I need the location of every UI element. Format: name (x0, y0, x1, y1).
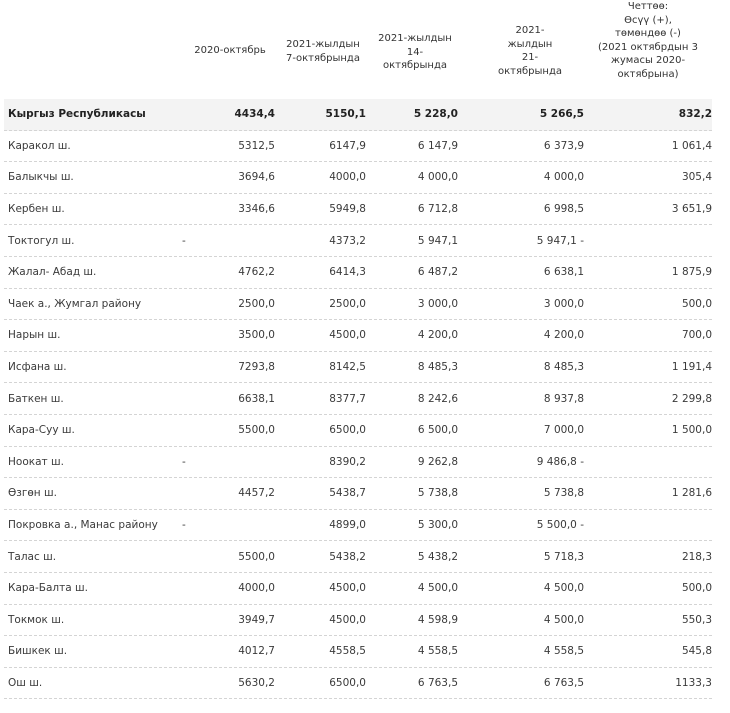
deviation-value (584, 225, 712, 256)
table-row (4, 541, 712, 573)
table-row (4, 289, 712, 321)
oct14-value: 5 738,8 (417, 487, 458, 500)
table-row (4, 605, 712, 637)
table-row (4, 131, 712, 163)
region-name: Кербен ш. (8, 203, 65, 216)
oct7-value: 5438,2 (329, 550, 366, 563)
oct14-value: 8 485,3 (417, 361, 458, 374)
oct2020-value: 5312,5 (238, 139, 275, 152)
deviation-value: 3 651,9 (671, 203, 712, 216)
region-name: Нарын ш. (8, 329, 61, 342)
header-line: 14- (406, 46, 424, 58)
header-line: 2021- (515, 25, 545, 36)
oct14-value: 5 947,1 (417, 234, 458, 247)
oct2020-value: 5630,2 (238, 677, 275, 690)
oct2020-value: 5500,0 (238, 424, 275, 437)
oct21-value: 3 000,0 (543, 297, 584, 310)
oct21-value: 4 558,5 (543, 645, 584, 658)
region-name: Жалал- Абад ш. (8, 266, 97, 279)
deviation-value: 1133,3 (675, 677, 712, 690)
region-name: Өзгөн ш. (8, 487, 57, 500)
header-line: 2021-жылдын (286, 39, 360, 50)
deviation-value: 700,0 (681, 329, 712, 342)
deviation-value: 545,8 (681, 645, 712, 658)
oct14-value: 4 000,0 (417, 171, 458, 184)
region-name: Каракол ш. (8, 139, 71, 152)
oct7-value: 4500,0 (329, 613, 366, 626)
oct21-value: 5 718,3 (543, 550, 584, 563)
deviation-value: 550,3 (681, 613, 712, 626)
oct7-value: 6500,0 (329, 424, 366, 437)
oct2020-value: 3949,7 (238, 613, 275, 626)
deviation-value: 305,4 (681, 171, 712, 184)
oct21-value: 8 937,8 (543, 392, 584, 405)
oct14-value: 6 147,9 (417, 139, 458, 152)
oct14-value: 4 500,0 (417, 582, 458, 595)
header-line: 2020-октябрь (194, 45, 266, 56)
oct14-value: 4 558,5 (417, 645, 458, 658)
oct14-value: 6 487,2 (417, 266, 458, 279)
header-line: 2021-жылдын (378, 33, 452, 44)
table-row (4, 573, 712, 605)
oct7-value: 4500,0 (329, 582, 366, 595)
oct2020-value: 3500,0 (238, 329, 275, 342)
oct14-value: 5 228,0 (413, 108, 458, 121)
oct2020-value: 3694,6 (238, 171, 275, 184)
oct2020-dash: - (182, 234, 186, 247)
oct7-value: 6147,9 (329, 139, 366, 152)
oct21-value: 6 763,5 (543, 677, 584, 690)
table-row (4, 257, 712, 289)
region-name: Кыргыз Республикасы (8, 108, 146, 121)
region-name: Кара-Балта ш. (8, 582, 88, 595)
oct21-value: 6 638,1 (543, 266, 584, 279)
region-name: Исфана ш. (8, 361, 67, 374)
oct2020-value: 6638,1 (238, 392, 275, 405)
table-row (4, 225, 712, 257)
table-row (4, 510, 712, 542)
table-row (4, 668, 712, 700)
deviation-value: 1 281,6 (671, 487, 712, 500)
oct7-value: 5150,1 (325, 108, 366, 121)
oct2020-value: 4762,2 (238, 266, 275, 279)
table-row (4, 162, 712, 194)
table-row (4, 194, 712, 226)
table-row (4, 352, 712, 384)
deviation-value: 1 875,9 (671, 266, 712, 279)
oct7-value: 8142,5 (329, 361, 366, 374)
oct2020-value: 4434,4 (234, 108, 275, 121)
region-name: Балыкчы ш. (8, 171, 74, 184)
oct21-value: 8 485,3 (543, 361, 584, 374)
header-line: 21- (521, 52, 539, 63)
header-line: төмөндөө (-) (615, 28, 681, 39)
table-row (4, 99, 712, 131)
oct7-value: 6414,3 (329, 266, 366, 279)
deviation-value: 1 191,4 (671, 361, 712, 374)
header-oct2020 (183, 44, 277, 58)
oct2020-dash: - (182, 455, 186, 468)
oct14-value: 4 598,9 (417, 613, 458, 626)
oct7-value: 4899,0 (329, 519, 366, 532)
oct14-value: 8 242,6 (417, 392, 458, 405)
oct2020-dash: - (182, 519, 186, 532)
oct21-value: 4 000,0 (543, 171, 584, 184)
oct21-value: 5 266,5 (539, 108, 584, 121)
header-oct21 (478, 24, 582, 78)
oct14-value: 6 763,5 (417, 677, 458, 690)
oct7-value: 4500,0 (329, 329, 366, 342)
oct14-value: 3 000,0 (417, 297, 458, 310)
header-line: октябрында (498, 65, 562, 77)
oct21-value: 4 200,0 (543, 329, 584, 342)
header-line: (2021 октябрдын 3 (598, 41, 698, 53)
oct14-value: 9 262,8 (417, 455, 458, 468)
oct2020-value: 2500,0 (238, 297, 275, 310)
oct21-value: 5 500,0 - (536, 519, 584, 532)
region-name: Баткен ш. (8, 392, 64, 405)
deviation-value: 218,3 (681, 550, 712, 563)
oct21-value: 4 500,0 (543, 582, 584, 595)
oct21-value: 4 500,0 (543, 613, 584, 626)
table-row (4, 478, 712, 510)
deviation-value: 500,0 (681, 297, 712, 310)
header-line: Өсүү (+), (624, 14, 672, 26)
oct2020-value: 3346,6 (238, 203, 275, 216)
region-name: Чаек а., Жумгал району (8, 297, 142, 310)
header-line: жылдын (507, 38, 553, 50)
oct14-value: 6 712,8 (417, 203, 458, 216)
deviation-value: 1 061,4 (671, 139, 712, 152)
table-row (4, 636, 712, 668)
region-name: Покровка а., Манас району (8, 519, 158, 532)
header-line: октябрына) (617, 68, 679, 80)
header-line: Четтөө: (627, 1, 669, 12)
table-row (4, 447, 712, 479)
oct7-value: 8390,2 (329, 455, 366, 468)
deviation-value (584, 510, 712, 541)
oct7-value: 6500,0 (329, 677, 366, 690)
deviation-value (584, 447, 712, 478)
header-line: жумасы 2020- (610, 55, 686, 66)
table-row (4, 415, 712, 447)
header-deviation (584, 0, 712, 81)
oct21-value: 6 998,5 (543, 203, 584, 216)
oct7-value: 4373,2 (329, 234, 366, 247)
header-oct14 (369, 32, 461, 73)
oct2020-value: 4012,7 (238, 645, 275, 658)
oct7-value: 4000,0 (329, 171, 366, 184)
header-oct7 (277, 38, 369, 65)
region-name: Ноокат ш. (8, 455, 64, 468)
oct7-value: 8377,7 (329, 392, 366, 405)
region-name: Кара-Суу ш. (8, 424, 75, 437)
oct14-value: 5 300,0 (417, 519, 458, 532)
oct14-value: 6 500,0 (417, 424, 458, 437)
oct21-value: 6 373,9 (543, 139, 584, 152)
region-name: Бишкек ш. (8, 645, 68, 658)
deviation-value: 1 500,0 (671, 424, 712, 437)
deviation-value: 2 299,8 (671, 392, 712, 405)
deviation-value: 832,2 (678, 108, 712, 121)
header-line: октябрында (383, 60, 447, 71)
region-name: Токтогул ш. (8, 234, 75, 247)
oct21-value: 5 738,8 (543, 487, 584, 500)
table-row (4, 383, 712, 415)
oct2020-value: 7293,8 (238, 361, 275, 374)
oct14-value: 5 438,2 (417, 550, 458, 563)
oct7-value: 5438,7 (329, 487, 366, 500)
oct7-value: 4558,5 (329, 645, 366, 658)
oct7-value: 5949,8 (329, 203, 366, 216)
oct21-value: 9 486,8 - (536, 455, 584, 468)
oct7-value: 2500,0 (329, 297, 366, 310)
header-line: 7-октябрында (286, 52, 360, 64)
deviation-value: 500,0 (681, 582, 712, 595)
region-name: Токмок ш. (8, 613, 65, 626)
oct2020-value: 5500,0 (238, 550, 275, 563)
oct2020-value: 4000,0 (238, 582, 275, 595)
region-name: Талас ш. (8, 550, 57, 563)
region-name: Ош ш. (8, 677, 43, 690)
oct2020-value: 4457,2 (238, 487, 275, 500)
table-row (4, 320, 712, 352)
oct14-value: 4 200,0 (417, 329, 458, 342)
oct21-value: 7 000,0 (543, 424, 584, 437)
oct21-value: 5 947,1 - (536, 234, 584, 247)
